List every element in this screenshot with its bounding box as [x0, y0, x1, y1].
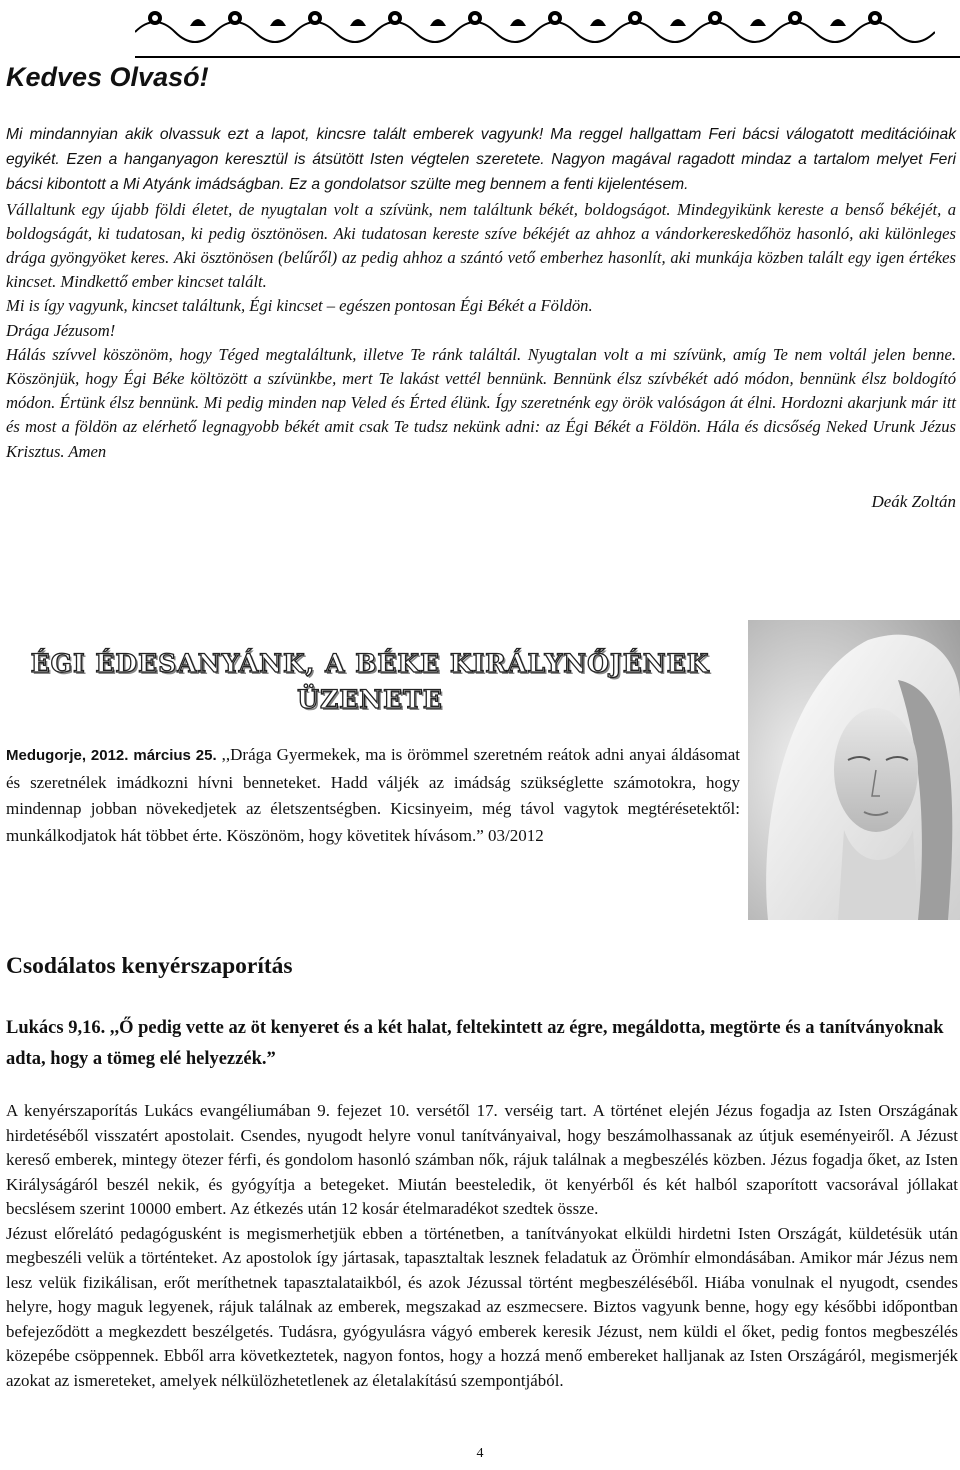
- message-text: [6, 742, 740, 850]
- editorial-letter: [6, 122, 956, 464]
- section-heading: Csodálatos kenyérszaporítás: [6, 953, 293, 979]
- letter-paragraph-4: Drága Jézusom!: [6, 320, 116, 340]
- message-date: Medugorje, 2012. március 25.: [6, 747, 217, 764]
- madonna-portrait-image: [748, 620, 960, 920]
- letter-paragraph-3: Mi is így vagyunk, kincset találtunk, Égi kincset – egészen pontosan Égi Békét a Földön.: [6, 296, 593, 316]
- message-title: [10, 646, 730, 718]
- letter-paragraph: [6, 122, 956, 198]
- message-body: ,,Drága Gyermekek, ma is örömmel szeretném reátok adni anyai áldásomat és szeretnélek imádkozni hívni benneteket. Hadd váljék az imádság szükséglette számotokra, hogy mindennap jobban növekedjetek az életszentségben. Kicsinyeim, még távol vagytok megtérésetektől: munkálkodjatok hát többet érte. Köszönöm, hogy követitek hívásom.” 03/2012: [6, 745, 740, 846]
- section-paragraph-2: Jézust előrelátó pedagógusként is megismerhetjük ebben a történetben, a tanítványokat elküldi hirdetni Isten Országát, küldetésük után megbeszéli velük a történteket. Az apostolok így jártasak, tapasztaltak lesznek feladatuk az Örömhír elmondásában. Amikor már Jézus nem lesz velük fizikálisan, erőt meríthetnek tapasztalataikból, és azok Jézussal történt megbeszéléséből. Hiába vonulnak el nyugodt, csendes helyre, hogy maguk legyenek, rájuk találnak az emberek, megszakad az eszmecsere. Biztos vagyunk benne, hogy egy későbbi időpontban befejeződött a megkezdett beszélgetés. Tudásra, gyógyulásra vágyó emberek keresik Jézust, nem küldi el őket, pedig fontos megbeszélés közepébe csöppennek. Ebből arra következtetek, nagyon fontos, hogy a hozzá menő embereket halljanak az Isten Országáról, megismerjék azokat az ismereteket, amelyek nélkülözhetetlenek az életalakítású szempontjából.: [6, 1223, 958, 1390]
- bible-verse: Lukács 9,16. ,,Ő pedig vette az öt kenyeret és a két halat, feltekintett az égre, megáldotta, megtörte és a tanítványoknak adta, hogy a tömeg elé helyezzék.”: [6, 1018, 944, 1069]
- message-title-line-2: ÜZENETE: [297, 685, 443, 714]
- floral-ornament-border: [135, 2, 935, 46]
- letter-signature: Deák Zoltán: [871, 492, 956, 511]
- page-number: 4: [476, 1446, 484, 1461]
- section-paragraph-1: A kenyérszaporítás Lukács evangéliumában 9. fejezet 10. versétől 17. verséig tart. A történet elején Jézus fogadja az Isten Országának hirdetéséből visszatért apostolait. Csendes, nyugodt helyre vonul tanítványaival, hogy beszámolhassanak az útjuk eseményeiről. A Jézust kereső emberek, mintegy ötezer férfi, és gondolom hasonló számban nők, rájuk találnak a megbeszélés közben. Jézus fogadja őket, az Isten Királyságáról beszél nekik, és gyógyítja a betegeket. Miután beesteledik, öt kenyérből és két halból szaporított vacsorával jóllakat becslésem szerint 10000 embert. Az étkezés után 12 kosár ételmaradékot szedtek össze.: [6, 1101, 958, 1218]
- message-title-line-1: ÉGI ÉDESANYÁNK, A BÉKE KIRÁLYNŐJÉNEK: [30, 649, 710, 678]
- section-body: [6, 1099, 958, 1393]
- letter-paragraph-2: Vállaltunk egy újabb földi életet, de nyugtalan volt a szívünk, nem találtunk békét, boldogságot. Mindegyikünk kereste a benső békéjét, a boldogságát, ki tudatosan, ki pedig ösztönösen. Aki tudatosan kereste szíve békéjét az ahhoz a vándorkereskedőhöz hasonló, aki különleges drága gyöngyöket keres. Aki ösztönösen (belűről) az pedig ahhoz a szántó vető emberhez hasonlít, aki munkája közben talált egy igen értékes kincset. Mindkettő ember kincset talált.: [6, 199, 956, 292]
- header-rule: [135, 56, 960, 58]
- letter-paragraph-1: Mi mindannyian akik olvassuk ezt a lapot, kincsre talált emberek vagyunk! Ma reggel hallgattam Feri bácsi válogatott meditációinak egyikét. Ezen a hanganyagon keresztül is átsütött Isten végtelen szeretete. Nagyon magával ragadott mindaz a tartalom melyet Feri bácsi kibontott a Mi Atyánk imádságban. Ez a gondolatsor szülte meg bennem a fenti kijelentésem.: [6, 126, 956, 194]
- letter-paragraph-5: Hálás szívvel köszönöm, hogy Téged megtaláltunk, illetve Te ránk találtál. Nyugtalan volt a mi szívünk, amíg Te nem voltál jelen benne. Köszönjük, hogy Égi Béke költözött a szívünkbe, mert Te lakást vettél bennünk. Bennünk élsz szívbékét adó módon, bennünk élsz boldogító módon. Értünk élsz bennünk. Mi pedig minden nap Veled és Érted élünk. Így szeretnénk egy örök valóságon át élni. Hordozni akarjunk már itt és most a földön az elérhető legnagyobb békét amit csak Te tudsz nekünk adni: az Égi Békét a Földön. Hála és dicsőség Neked Urunk Jézus Krisztus. Amen: [6, 344, 956, 461]
- greeting-heading: Kedves Olvasó!: [6, 62, 209, 92]
